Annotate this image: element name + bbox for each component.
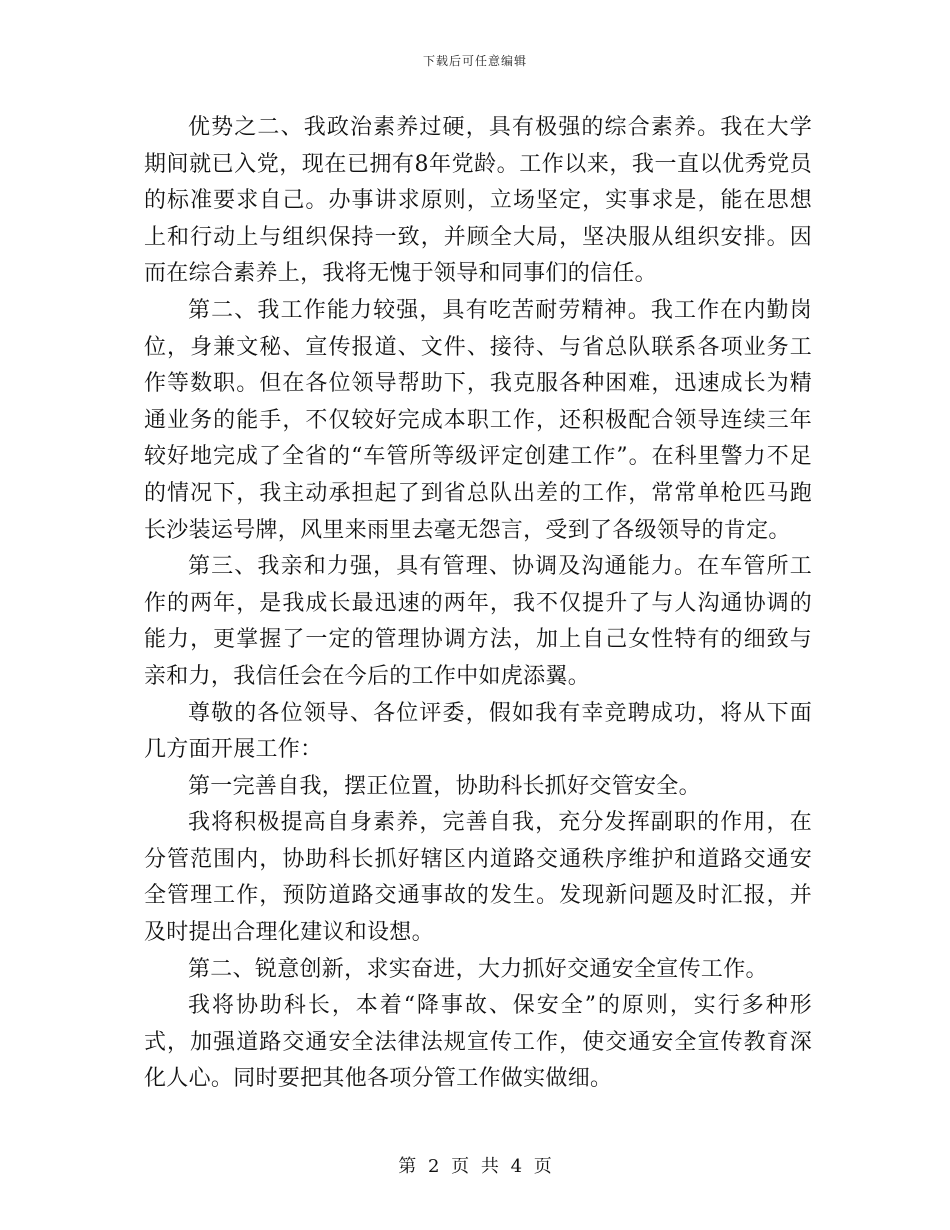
document-body [144,110,812,1098]
paragraph: 优势之二、我政治素养过硬，具有极强的综合素养。我在大学期间就已入党，现在已拥有8年党龄。工作以来，我一直以优秀党员的标准要求自己。办事讲求原则，立场坚定，实事求是，能在思想上和行动上与组织保持一致，并顾全大局，坚决服从组织安排。因而在综合素养上，我将无愧于领导和同事们的信任。 [144,115,812,287]
page-header: 下载后可任意编辑 [422,54,527,68]
section-heading: 第一完善自我，摆正位置，协助科长抓好交管安全。 [188,773,701,799]
section-heading: 第二、锐意创新，求实奋进，大力抓好交通安全宣传工作。 [188,956,768,982]
paragraph: 尊敬的各位领导、各位评委，假如我有幸竞聘成功，将从下面几方面开展工作： [144,700,812,763]
paragraph: 第二、我工作能力较强，具有吃苦耐劳精神。我工作在内勤岗位，身兼文秘、宣传报道、文件、接待、与省总队联系各项业务工作等数职。但在各位领导帮助下，我克服各种困难，迅速成长为精通业务的能手，不仅较好完成本职工作，还积极配合领导连续三年较好地完成了全省的“车管所等级评定创建工作”。在科里警力不足的情况下，我主动承担起了到省总队出差的工作，常常单枪匹马跑长沙装运号牌，风里来雨里去毫无怨言，受到了各级领导的肯定。 [144,297,812,543]
paragraph: 我将协助科长，本着“降事故、保安全”的原则，实行多种形式，加强道路交通安全法律法规宣传工作，使交通安全宣传教育深化人心。同时要把其他各项分管工作做实做细。 [144,993,812,1092]
paragraph: 我将积极提高自身素养，完善自我，充分发挥副职的作用，在分管范围内，协助科长抓好辖区内道路交通秩序维护和道路交通安全管理工作，预防道路交通事故的发生。发现新问题及时汇报，并及时提出合理化建议和设想。 [144,810,812,946]
page-number: 第 2 页 共 4 页 [398,1156,552,1177]
paragraph: 第三、我亲和力强，具有管理、协调及沟通能力。在车管所工作的两年，是我成长最迅速的两年，我不仅提升了与人沟通协调的能力，更掌握了一定的管理协调方法，加上自己女性特有的细致与亲和力，我信任会在今后的工作中如虎添翼。 [144,554,812,689]
